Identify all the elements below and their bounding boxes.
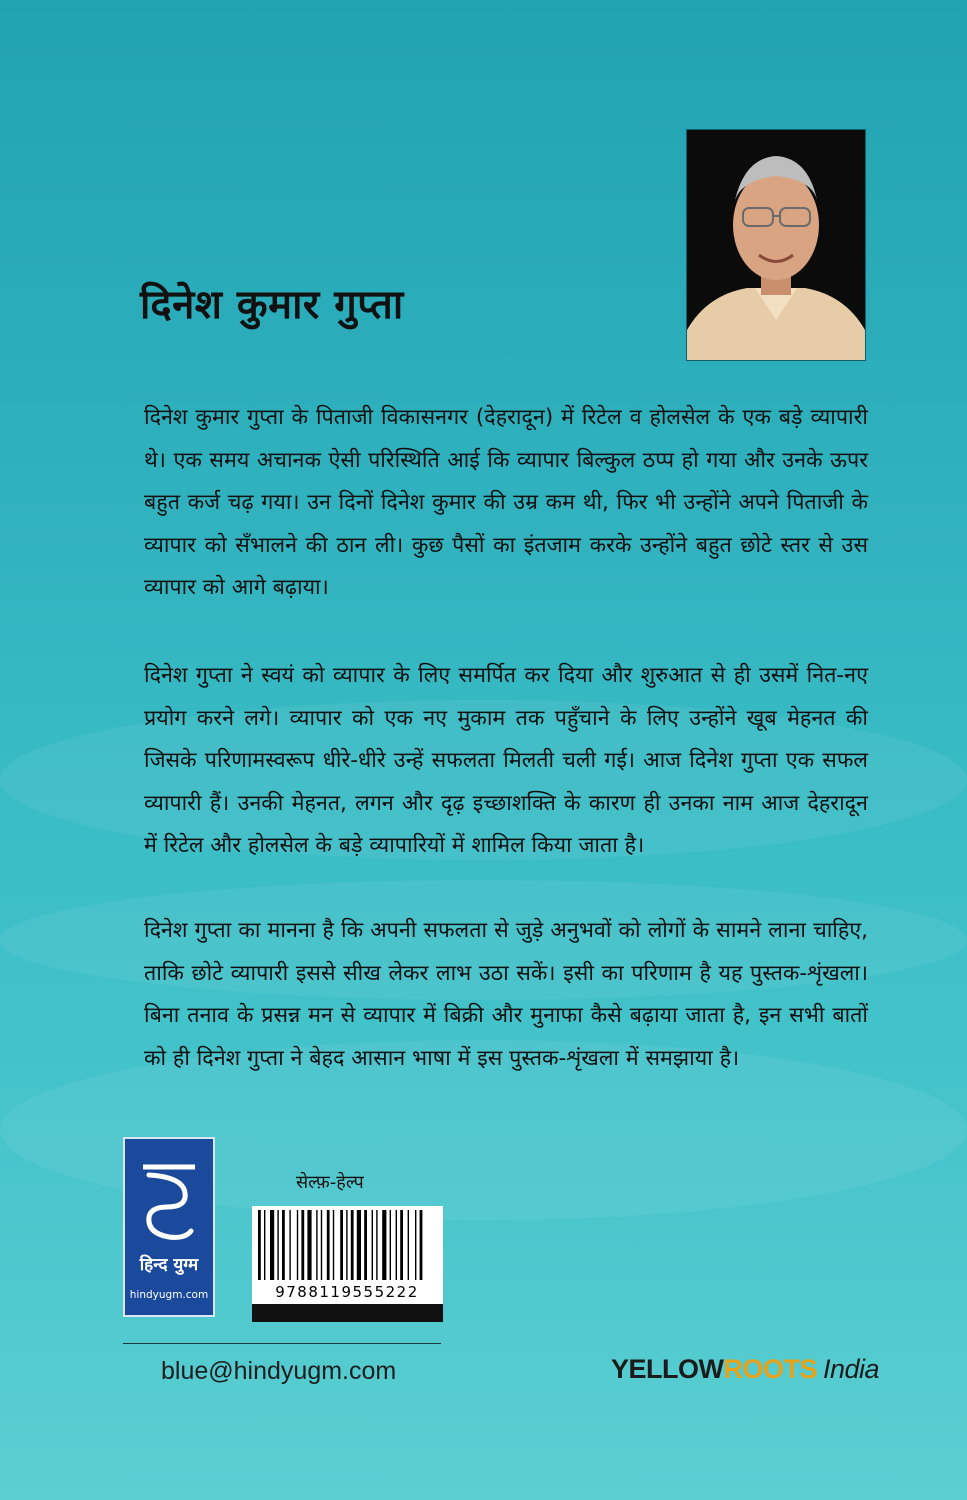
barcode-bar	[316, 1210, 317, 1280]
barcode-bar	[420, 1210, 423, 1280]
publisher-website: hindyugm.com	[129, 1289, 209, 1301]
barcode-bar	[364, 1210, 367, 1280]
bio-paragraph-1: दिनेश कुमार गुप्ता के पिताजी विकासनगर (देहरादून) में रिटेल व होलसेल के एक बड़े व्यापारी थे। एक समय अचानक ऐसी परिस्थिति आई कि व्यापार बिल्कुल ठप्प हो गया और उनके ऊपर बहुत कर्ज चढ़ गया। उन दिनों दिनेश कुमार की उम्र कम थी, फिर भी उन्होंने अपने पिताजी के व्यापार को सँभालने की ठान ली। कुछ पैसों का इंतजाम करके उन्होंने बहुत छोटे स्तर से उस व्यापार को आगे बढ़ाया।	[144, 405, 868, 601]
barcode-bar	[264, 1210, 265, 1280]
isbn-barcode	[252, 1206, 443, 1322]
imprint-part3: India	[823, 1354, 880, 1384]
barcode-price-band	[252, 1304, 443, 1322]
barcode-bar	[277, 1210, 278, 1280]
barcode-bar	[415, 1210, 416, 1280]
divider	[123, 1343, 441, 1344]
imprint-logo	[611, 1354, 879, 1385]
barcode-bar	[301, 1210, 304, 1280]
barcode-bar	[340, 1210, 343, 1280]
barcode-bar	[307, 1210, 311, 1280]
barcode-bar	[408, 1210, 409, 1280]
author-name: दिनेश कुमार गुप्ता	[140, 282, 404, 328]
barcode-bar	[382, 1210, 386, 1280]
author-photo	[686, 129, 866, 361]
isbn-digits: 9788119555222	[275, 1283, 419, 1301]
barcode-bar	[333, 1210, 334, 1280]
barcode-bar	[351, 1210, 354, 1280]
bio-paragraph-3: दिनेश गुप्ता का मानना है कि अपनी सफलता से जुड़े अनुभवों को लोगों के सामने लाना चाहिए, ताकि छोटे व्यापारी इससे सीख लेकर लाभ उठा सकें। इसी का परिणाम है यह पुस्तक-शृंखला। बिना तनाव के प्रसन्न मन से व्यापार में बिक्री और मुनाफा कैसे बढ़ाया जाता है, इन सभी बातों को ही दिनेश गुप्ता ने बेहद आसान भाषा में इस पुस्तक-शृंखला में समझाया है।	[144, 918, 868, 1071]
barcode-bar	[321, 1210, 322, 1280]
publisher-name: हिन्द युग्म	[139, 1255, 199, 1275]
barcode-bar	[346, 1210, 347, 1280]
imprint-part1: YELLOW	[611, 1354, 724, 1384]
barcode-bar	[400, 1210, 403, 1280]
barcode-bar	[396, 1210, 397, 1280]
imprint-part2: ROOTS	[723, 1354, 818, 1384]
barcode-bar	[282, 1210, 285, 1280]
barcode-bar	[297, 1210, 298, 1280]
publisher-mark-icon	[125, 1145, 213, 1249]
barcode-bar	[372, 1210, 373, 1280]
barcode-bar	[390, 1210, 391, 1280]
barcode-bar	[376, 1210, 377, 1280]
publisher-email: blue@hindyugm.com	[161, 1357, 397, 1385]
category-label: सेल्फ़-हेल्प	[296, 1172, 364, 1193]
publisher-logo	[123, 1137, 215, 1317]
barcode-bar	[270, 1210, 274, 1280]
bio-paragraph-2: दिनेश गुप्ता ने स्वयं को व्यापार के लिए समर्पित कर दिया और शुरुआत से ही उसमें नित-नए प्रयोग करने लगे। व्यापार को एक नए मुकाम तक पहुँचाने के लिए उन्होंने खूब मेहनत की जिसके परिणामस्वरूप धीरे-धीरे उन्हें सफलता मिलती चली गई। आज दिनेश गुप्ता एक सफल व्यापारी हैं। उनकी मेहनत, लगन और दृढ़ इच्छाशक्ति के कारण ही उनका नाम आज देहरादून में रिटेल और होलसेल के बड़े व्यापारियों में शामिल किया जाता है।	[144, 663, 868, 859]
barcode-bar	[327, 1210, 330, 1280]
barcode-bar	[289, 1210, 290, 1280]
barcode-bar	[258, 1210, 261, 1280]
barcode-bar	[357, 1210, 361, 1280]
